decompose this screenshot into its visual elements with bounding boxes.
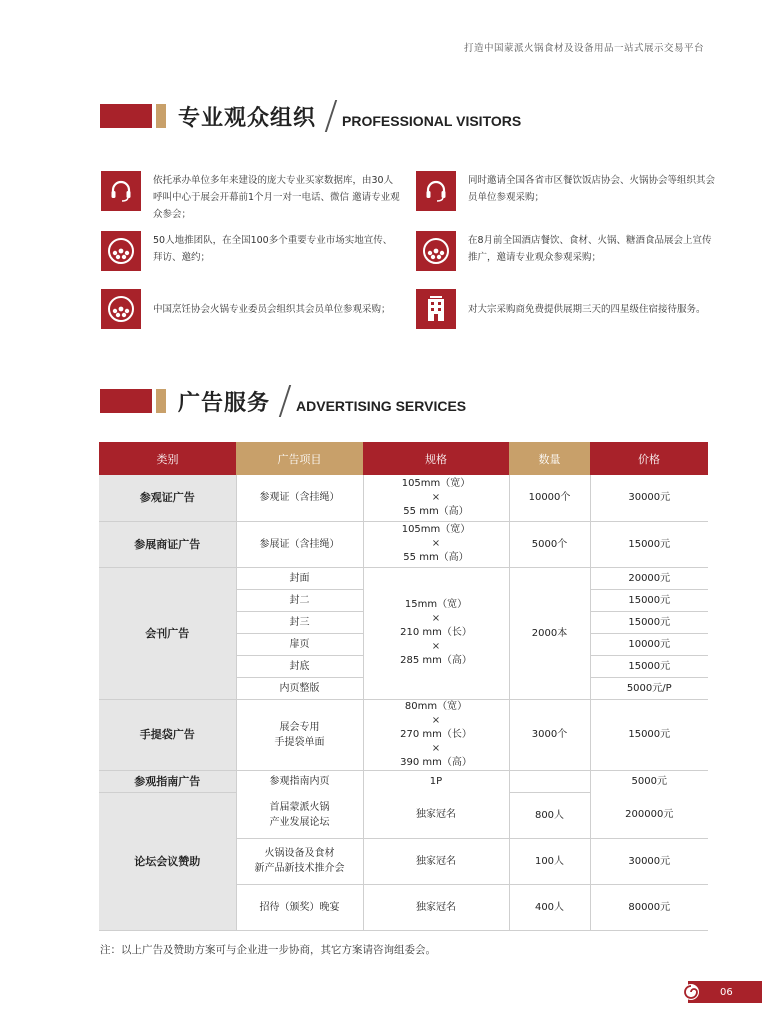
crowd-icon bbox=[101, 231, 141, 271]
visitor-item-text: 50人地推团队，在全国100多个重要专业市场实地宣传、拜访、邀约； bbox=[153, 235, 393, 263]
table-row bbox=[99, 699, 708, 770]
spec-cell bbox=[363, 567, 509, 699]
visitor-item-text: 对大宗采购商免费提供展期三天的四星级住宿接待服务。 bbox=[468, 304, 706, 315]
visitor-item bbox=[101, 289, 411, 329]
item-cell: 封面 bbox=[236, 567, 363, 589]
spec-cell bbox=[363, 699, 509, 770]
advertising-section-heading bbox=[100, 386, 466, 416]
times-mark: × bbox=[431, 641, 441, 652]
advertising-title-en: ADVERTISING SERVICES bbox=[296, 398, 467, 414]
price-cell: 5000元/P bbox=[590, 677, 708, 699]
page-number: 06 bbox=[720, 986, 733, 998]
visitors-section-heading bbox=[100, 101, 521, 131]
price-cell: 200000元 bbox=[590, 792, 708, 838]
building-icon bbox=[416, 289, 456, 329]
spec-line: 80mm（宽） bbox=[404, 700, 468, 712]
headset-icon bbox=[101, 171, 141, 211]
price-cell: 15000元 bbox=[590, 699, 708, 770]
header-category: 类别 bbox=[99, 442, 236, 475]
crowd-icon bbox=[101, 289, 141, 329]
price-cell: 15000元 bbox=[590, 611, 708, 633]
spec-cell: 独家冠名 bbox=[363, 884, 509, 930]
heading-slash bbox=[279, 385, 291, 417]
times-mark: × bbox=[431, 613, 441, 624]
spec-line: 55 mm（高） bbox=[403, 505, 469, 517]
spec-cell bbox=[363, 475, 509, 521]
item-cell: 参观指南内页 bbox=[236, 770, 363, 792]
category-cell: 会刊广告 bbox=[99, 567, 236, 699]
spec-cell: 独家冠名 bbox=[363, 792, 509, 838]
price-cell: 10000元 bbox=[590, 633, 708, 655]
crowd-icon bbox=[416, 231, 456, 271]
item-line: 产业发展论坛 bbox=[269, 816, 330, 828]
spec-line: 55 mm（高） bbox=[403, 552, 469, 563]
item-cell: 封底 bbox=[236, 655, 363, 677]
item-cell bbox=[236, 838, 363, 884]
table-row bbox=[99, 792, 708, 838]
quantity-cell: 2000本 bbox=[509, 567, 590, 699]
price-cell: 30000元 bbox=[590, 838, 708, 884]
advertising-note: 注：以上广告及赞助方案可与企业进一步协商，其它方案请咨询组委会。 bbox=[100, 944, 436, 956]
item-cell bbox=[236, 792, 363, 838]
item-cell: 扉页 bbox=[236, 633, 363, 655]
quantity-cell: 10000个 bbox=[509, 475, 590, 521]
visitor-item-text: 中国烹饪协会火锅专业委员会组织其会员单位参观采购； bbox=[153, 304, 391, 315]
item-cell: 招待（颁奖）晚宴 bbox=[236, 884, 363, 930]
item-cell: 封三 bbox=[236, 611, 363, 633]
header-quantity: 数量 bbox=[509, 442, 590, 475]
category-cell: 参展商证广告 bbox=[99, 521, 236, 567]
heading-red-bar bbox=[100, 389, 152, 413]
heading-tan-bar bbox=[156, 104, 166, 128]
table-row bbox=[99, 521, 708, 567]
item-line: 新产品新技术推介会 bbox=[254, 863, 345, 874]
category-cell: 手提袋广告 bbox=[99, 699, 236, 770]
heading-red-bar bbox=[100, 104, 152, 128]
price-cell: 15000元 bbox=[590, 655, 708, 677]
item-cell: 封二 bbox=[236, 589, 363, 611]
visitor-item bbox=[416, 289, 726, 329]
quantity-cell: 5000个 bbox=[509, 521, 590, 567]
item-line: 火锅设备及食材 bbox=[264, 848, 335, 859]
visitor-item-text: 依托承办单位多年来建设的庞大专业买家数据库，由30人呼叫中心于展会开幕前1个月一对一电话、微信 邀请专业观众参会； bbox=[153, 175, 400, 220]
price-cell: 80000元 bbox=[590, 884, 708, 930]
table-row bbox=[99, 567, 708, 589]
page-number-tab bbox=[688, 981, 762, 1003]
price-cell: 5000元 bbox=[590, 770, 708, 792]
quantity-cell: 3000个 bbox=[509, 699, 590, 770]
quantity-cell bbox=[509, 770, 590, 792]
header-price: 价格 bbox=[590, 442, 708, 475]
spec-cell: 独家冠名 bbox=[363, 838, 509, 884]
heading-slash bbox=[325, 100, 337, 132]
item-cell bbox=[236, 699, 363, 770]
times-mark: × bbox=[431, 742, 441, 754]
item-cell: 参观证（含挂绳） bbox=[236, 475, 363, 521]
category-cell: 论坛会议赞助 bbox=[99, 792, 236, 930]
header-spec: 规格 bbox=[363, 442, 509, 475]
visitor-item bbox=[416, 171, 726, 211]
visitor-item-text: 同时邀请全国各省市区餐饮饭店协会、火锅协会等组织其会员单位参观采购； bbox=[468, 175, 716, 203]
times-mark: × bbox=[431, 714, 441, 726]
item-cell: 内页整版 bbox=[236, 677, 363, 699]
table-row bbox=[99, 475, 708, 521]
price-cell: 30000元 bbox=[590, 475, 708, 521]
times-mark: × bbox=[431, 491, 441, 503]
headset-icon bbox=[416, 171, 456, 211]
quantity-cell: 800人 bbox=[509, 792, 590, 838]
spec-line: 210 mm（长） bbox=[400, 627, 472, 638]
spec-line: 270 mm（长） bbox=[400, 728, 472, 740]
visitor-item bbox=[416, 231, 726, 271]
item-line: 手提袋单面 bbox=[274, 736, 325, 748]
heading-tan-bar bbox=[156, 389, 166, 413]
category-cell: 参观指南广告 bbox=[99, 770, 236, 792]
item-line: 展会专用 bbox=[279, 721, 320, 733]
visitor-item bbox=[101, 231, 411, 271]
spec-line: 105mm（宽） bbox=[401, 477, 471, 489]
scroll-ornament-icon bbox=[682, 983, 700, 1001]
price-cell: 15000元 bbox=[590, 589, 708, 611]
spec-line: 285 mm（高） bbox=[400, 655, 472, 666]
visitors-title: 专业观众组织 bbox=[178, 105, 317, 131]
table-row bbox=[99, 770, 708, 792]
spec-line: 105mm（宽） bbox=[401, 524, 471, 535]
advertising-title: 广告服务 bbox=[178, 390, 271, 416]
category-cell: 参观证广告 bbox=[99, 475, 236, 521]
spec-line: 15mm（宽） bbox=[404, 599, 468, 610]
visitor-item-text: 在8月前全国酒店餐饮、食材、火锅、糖酒食品展会上宣传推广，邀请专业观众参观采购； bbox=[468, 235, 712, 263]
quantity-cell: 400人 bbox=[509, 884, 590, 930]
visitor-item bbox=[101, 171, 411, 223]
price-cell: 15000元 bbox=[590, 521, 708, 567]
advertising-table bbox=[99, 442, 708, 931]
spec-line: 390 mm（高） bbox=[400, 756, 472, 768]
table-header-row bbox=[99, 442, 708, 475]
spec-cell: 1P bbox=[363, 770, 509, 792]
spec-cell bbox=[363, 521, 509, 567]
times-mark: × bbox=[431, 538, 441, 549]
header-tagline: 打造中国蒙派火锅食材及设备用品一站式展示交易平台 bbox=[463, 43, 704, 54]
header-item: 广告项目 bbox=[236, 442, 363, 475]
visitors-title-en: PROFESSIONAL VISITORS bbox=[342, 113, 522, 129]
item-cell: 参展证（含挂绳） bbox=[236, 521, 363, 567]
quantity-cell: 100人 bbox=[509, 838, 590, 884]
price-cell: 20000元 bbox=[590, 567, 708, 589]
item-line: 首届蒙派火锅 bbox=[269, 801, 330, 813]
